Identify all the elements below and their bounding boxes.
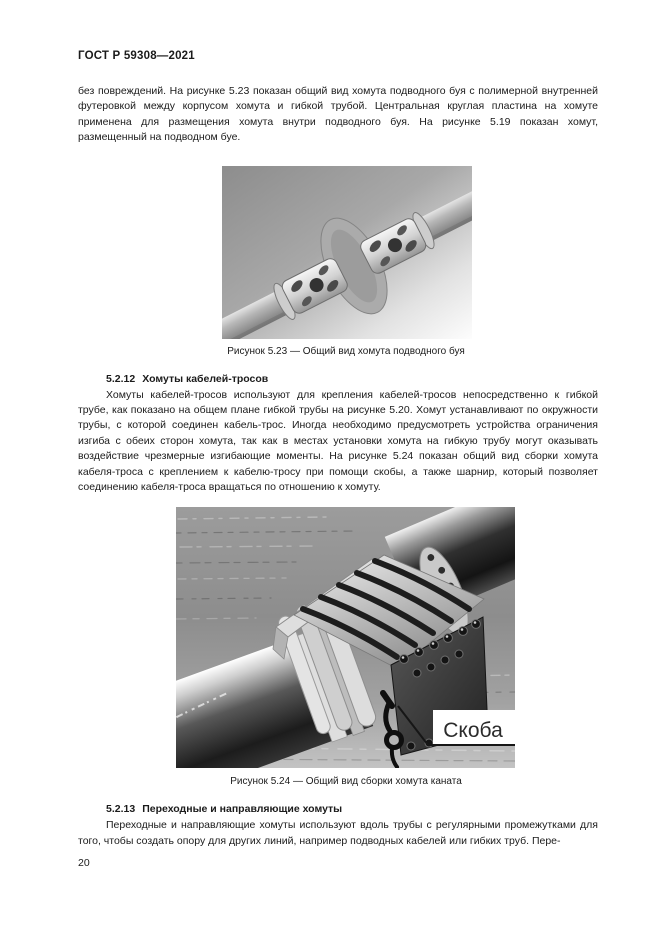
section-title: Переходные и направляющие хомуты	[142, 803, 343, 816]
document-header: ГОСТ Р 59308—2021	[78, 50, 195, 62]
figure-5-24	[78, 507, 598, 787]
section-title: Хомуты кабелей-тросов	[142, 372, 269, 385]
figure-5-23-image	[222, 166, 472, 339]
figure-5-24-image	[176, 507, 515, 768]
section-number: 5.2.12	[106, 372, 136, 385]
figure-5-23-caption: Рисунок 5.23 — Общий вид хомута подводного буя	[227, 345, 465, 357]
paragraph-5-2-13: Переходные и направляющие хомуты используют вдоль трубы с регулярными промежутками для того, чтобы создать опору для других линий, например подводных кабелей или гибких труб. Пере-	[78, 819, 598, 847]
section-5-2-13-heading	[78, 803, 598, 815]
section-5-2-12-heading	[78, 373, 598, 385]
figure-5-23	[78, 166, 598, 357]
page-number: 20	[78, 857, 90, 870]
figure-5-24-caption: Рисунок 5.24 — Общий вид сборки хомута каната	[230, 776, 462, 788]
paragraph-5-2-12: Хомуты кабелей-тросов используют для крепления кабелей-тросов непосредственно к гибкой трубе, как показано на общем плане гибкой трубы на рисунке 5.20. Хомут устанавливают по окружности трубы, с которой соединен кабель-трос. Иногда необходимо предусмотреть устройства ограничения изгиба с обеих сторон хомута, так как в местах установки хомута на гибкую трубу могут оказывать воздействие чрезмерные изгибающие моменты. На рисунке 5.24 показан общий вид сборки хомута кабеля-троса с креплением к кабелю-тросу при помощи скобы, а также шарнир, который позволяет соединению кабеля-троса вращаться по отношению к хомуту.	[78, 388, 598, 494]
paragraph-intro: без повреждений. На рисунке 5.23 показан общий вид хомута подводного буя с полимерной внутренней футеровкой между корпусом хомута и гибкой трубой. Центральная круглая пластина на хомуте применена для размещения хомута внутри подводного буя. На рисунке 5.19 показан хомут, размещенный на подводном буе.	[78, 85, 598, 144]
shackle-label: Скоба	[443, 719, 503, 743]
section-number: 5.2.13	[106, 803, 136, 816]
